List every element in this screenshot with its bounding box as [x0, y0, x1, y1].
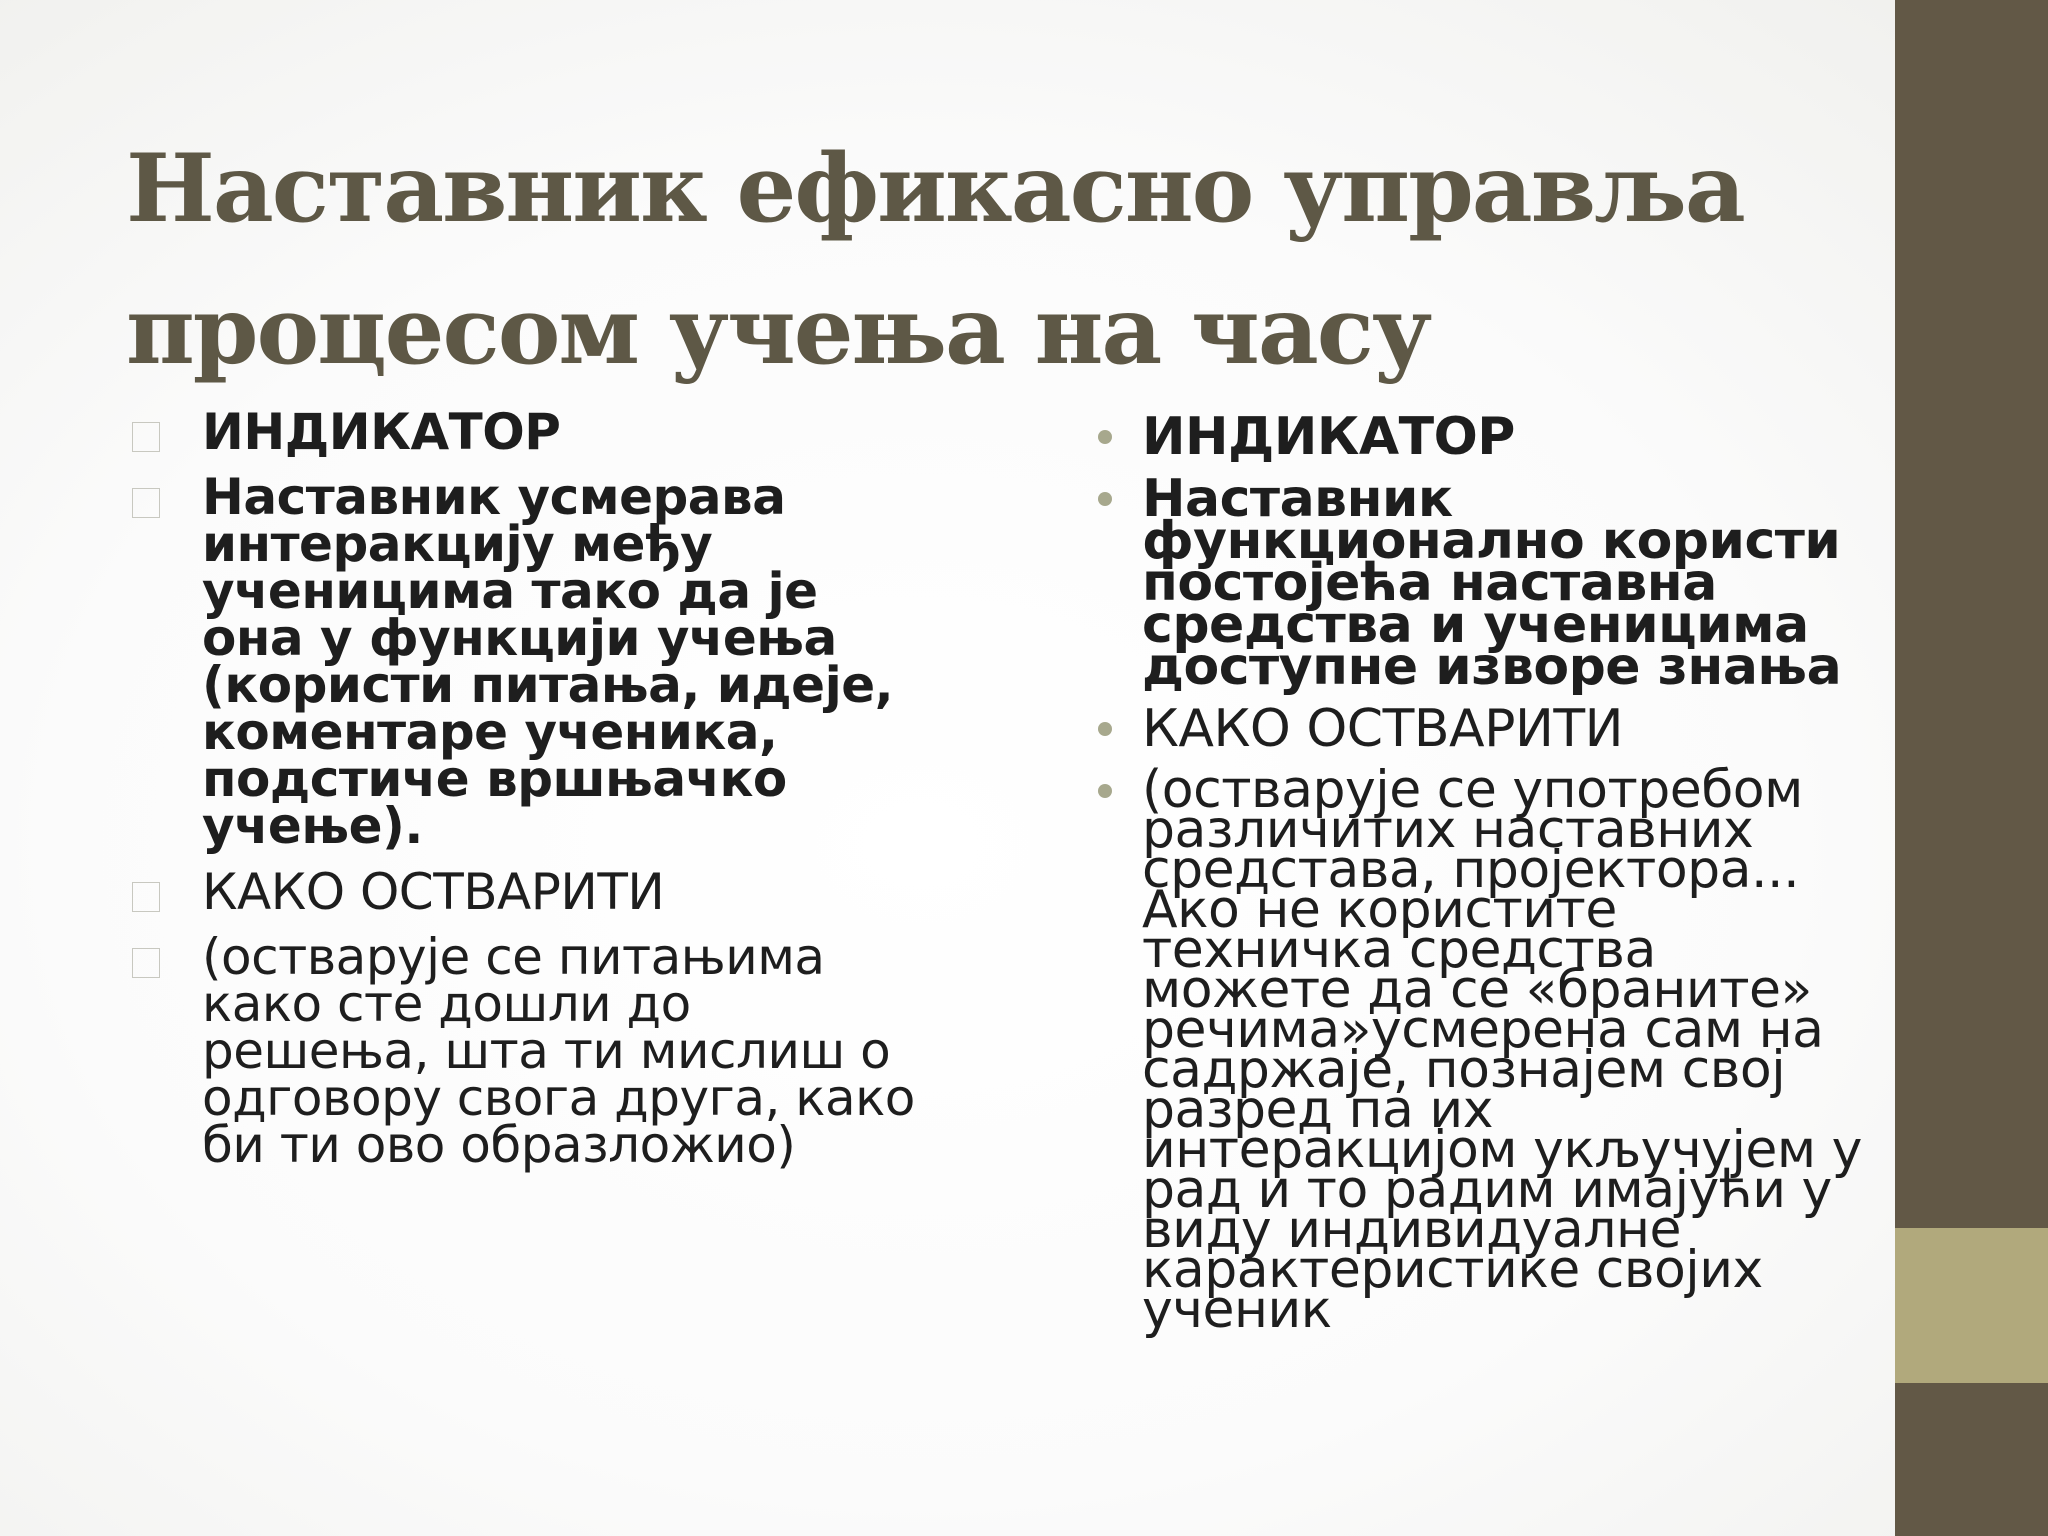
- left-column-list: [128, 403, 918, 1187]
- left-item-how-heading: [128, 863, 918, 921]
- dot-bullet-icon: [1098, 784, 1112, 798]
- left-item-indicator-text: [128, 468, 918, 855]
- right-item-how-text: [1090, 760, 1880, 1340]
- right-item-text: (остварује се употребом различитих наставних средстава, пројектора... Ако не користите техничка средства можете да се «браните» речима»усмерена сам на садржаје, познајем свој разред па их интеракцијом укључујем у рад и то радим имајући у виду индивидуалне карактеристике својих ученик: [1142, 760, 1862, 1340]
- right-item-text: Наставник функционално користи постојећа наставна средства и ученицима доступне изворе знања: [1142, 469, 1842, 697]
- square-bullet-icon: [132, 882, 160, 912]
- dot-bullet-icon: [1098, 492, 1112, 506]
- left-item-text: КАКО ОСТВАРИТИ: [202, 863, 665, 921]
- right-item-text: ИНДИКАТОР: [1142, 407, 1515, 467]
- right-item-how-heading: [1090, 699, 1880, 759]
- left-item-how-text: [128, 928, 918, 1174]
- slide-title: Наставник ефикасно управља процесом учења на часу: [126, 134, 1744, 386]
- left-item-indicator-heading: [128, 403, 918, 461]
- left-item-text: ИНДИКАТОР: [202, 403, 561, 461]
- right-item-indicator-text: [1090, 469, 1880, 697]
- left-item-text: (остварује се питањима како сте дошли до решења, шта ти мислиш о одговору свога друга, како би ти ово образложио): [202, 928, 915, 1174]
- dot-bullet-icon: [1098, 430, 1112, 444]
- right-item-text: КАКО ОСТВАРИТИ: [1142, 699, 1624, 759]
- right-column-list: [1090, 407, 1880, 1350]
- right-item-indicator-heading: [1090, 407, 1880, 467]
- dot-bullet-icon: [1098, 722, 1112, 736]
- square-bullet-icon: [132, 422, 160, 452]
- square-bullet-icon: [132, 948, 160, 978]
- square-bullet-icon: [132, 488, 160, 518]
- left-item-text: Наставник усмерава интеракцију међу ученицима тако да је она у функцији учења (користи питања, идеје, коментаре ученика, подстиче вршњачко учење).: [202, 468, 894, 855]
- side-bar-accent-decoration: [1895, 1228, 2048, 1383]
